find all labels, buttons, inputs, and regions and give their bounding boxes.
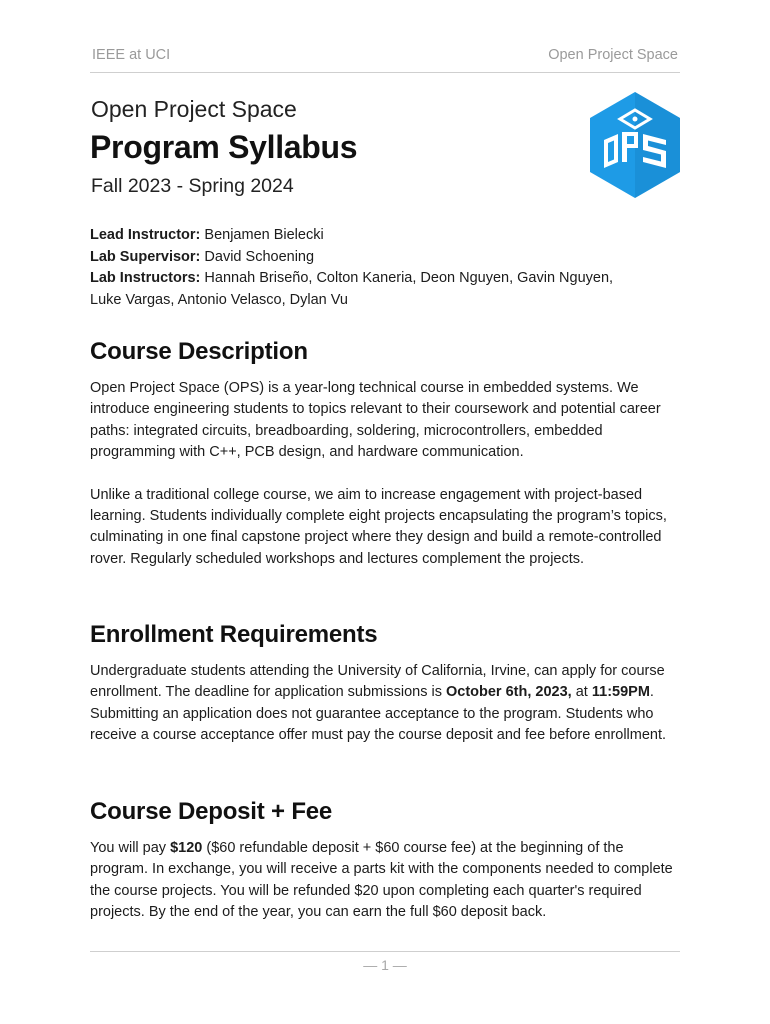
lab-supervisor-value: David Schoening <box>200 248 315 265</box>
deposit-paragraph <box>90 838 682 924</box>
lab-instructors-row <box>90 268 680 290</box>
running-header <box>90 46 680 73</box>
lead-instructor-row <box>90 225 680 247</box>
deposit-heading: Course Deposit + Fee <box>90 798 333 825</box>
lead-instructor-label: Lead Instructor: <box>90 227 201 243</box>
header-right-text: Open Project Space <box>548 47 678 63</box>
enrollment-heading: Enrollment Requirements <box>90 621 378 648</box>
enrollment-paragraph <box>90 661 682 747</box>
deposit-section <box>90 798 682 924</box>
document-supertitle: Open Project Space <box>91 96 297 122</box>
course-description-paragraph-1: Open Project Space (OPS) is a year-long technical course in embedded systems. We introduce engineering students to topics relevant to their coursework and potential career paths: integrated circuits, breadboarding, soldering, microcontrollers, embedded programming with C++, PCB design, and hardware communication. <box>90 380 661 461</box>
enrollment-deadline-time: 11:59PM <box>591 684 650 701</box>
header-left-text: IEEE at UCI <box>92 47 171 63</box>
course-description-paragraph-2: Unlike a traditional college course, we aim to increase engagement with project-based learning. Students individually complete eight projects encapsulating the program’s topics, culminating in one final capstone project where they design and build a remote-controlled rover. Regularly scheduled workshops and lectures complement the projects. <box>90 486 667 567</box>
enrollment-text-2: at <box>571 684 592 701</box>
logo-inner-dot <box>633 117 638 122</box>
deposit-text-1: You will pay <box>90 840 171 856</box>
page-number: — 1 — <box>363 957 407 973</box>
ops-logo <box>588 90 682 200</box>
lab-supervisor-label: Lab Supervisor: <box>90 248 201 265</box>
enrollment-section <box>90 621 682 747</box>
enrollment-text-3: . Submitting an application does not guarantee acceptance to the program. Students who receive a course acceptance offer must pay the course deposit and fee before enrollment. <box>90 684 667 744</box>
document-subtitle: Fall 2023 - Spring 2024 <box>91 175 294 197</box>
lab-supervisor-row <box>90 247 680 269</box>
lab-instructors-value-line2: Luke Vargas, Antonio Velasco, Dylan Vu <box>90 291 348 308</box>
lab-instructors-label: Lab Instructors: <box>90 270 201 286</box>
lab-instructors-value-line1: Hannah Briseño, Colton Kaneria, Deon Nguyen, Gavin Nguyen, <box>200 270 614 286</box>
lab-instructors-row-2 <box>90 290 680 312</box>
course-description-section <box>90 338 682 570</box>
staff-list <box>90 225 680 311</box>
course-description-heading: Course Description <box>90 338 308 365</box>
footer-divider <box>90 951 680 952</box>
lead-instructor-value: Benjamen Bielecki <box>200 227 324 243</box>
enrollment-text-1: Undergraduate students attending the University of California, Irvine, can apply for course enrollment. The deadline for application submissions is <box>90 663 665 701</box>
document-title: Program Syllabus <box>90 129 358 165</box>
logo-hexagon-shade <box>635 92 680 198</box>
deposit-text-2: ($60 refundable deposit + $60 course fee) at the beginning of the program. In exchange, you will receive a parts kit with the components needed to complete the course projects. You will be refunded $20 upon completing each quarter's required projects. By the end of the year, you can earn the full $60 deposit back. <box>90 840 673 921</box>
deposit-amount: $120 <box>170 840 203 856</box>
enrollment-deadline-date: October 6th, 2023, <box>445 684 572 701</box>
